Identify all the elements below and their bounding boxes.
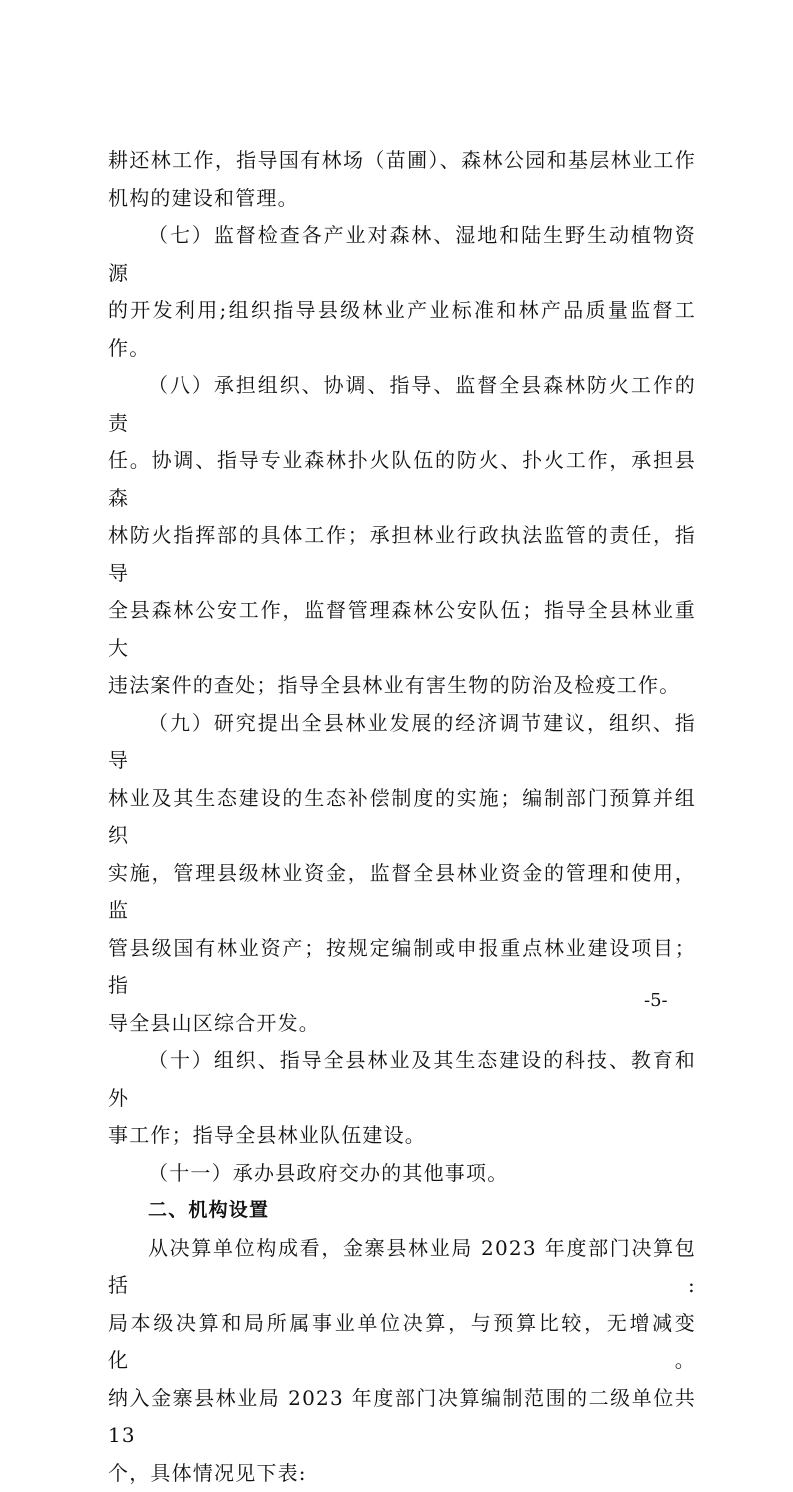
paragraph-item-8-line: 林防火指挥部的具体工作；承担林业行政执法监管的责任，指导 [108, 517, 696, 592]
section-heading: 二、机构设置 [108, 1192, 696, 1230]
paragraph-structure: 从决算单位构成看，金寨县林业局 2023 年度部门决算包括: [108, 1230, 696, 1305]
paragraph-item-9-line: 实施，管理县级林业资金，监督全县林业资金的管理和使用，监 [108, 855, 696, 930]
paragraph-structure-end: 个，具体情况见下表: [108, 1455, 696, 1492]
paragraph-continuation: 耕还林工作，指导国有林场（苗圃）、森林公园和基层林业工作 [108, 142, 696, 180]
paragraph-structure-line: 局本级决算和局所属事业单位决算，与预算比较，无增减变化。 [108, 1305, 696, 1380]
paragraph-item-10-end: 事工作；指导全县林业队伍建设。 [108, 1117, 696, 1155]
paragraph-item-7-end: 的开发利用;组织指导县级林业产业标准和林产品质量监督工作。 [108, 292, 696, 367]
paragraph-item-7: （七）监督检查各产业对森林、湿地和陆生野生动植物资源 [108, 217, 696, 292]
paragraph-item-8-line: 任。协调、指导专业森林扑火队伍的防火、扑火工作，承担县森 [108, 442, 696, 517]
paragraph-item-8: （八）承担组织、协调、指导、监督全县森林防火工作的责 [108, 367, 696, 442]
page-number: -5- [644, 990, 668, 1011]
document-body [108, 142, 696, 1492]
paragraph-item-8-line: 全县森林公安工作，监督管理森林公安队伍；指导全县林业重大 [108, 592, 696, 667]
paragraph-item-10: （十）组织、指导全县林业及其生态建设的科技、教育和外 [108, 1042, 696, 1117]
paragraph-item-11: （十一）承办县政府交办的其他事项。 [108, 1155, 696, 1193]
paragraph-item-9-line: 管县级国有林业资产；按规定编制或申报重点林业建设项目；指 [108, 930, 696, 1005]
paragraph-item-9: （九）研究提出全县林业发展的经济调节建议，组织、指导 [108, 705, 696, 780]
paragraph-item-9-end: 导全县山区综合开发。 [108, 1005, 696, 1043]
paragraph-item-8-end: 违法案件的查处；指导全县林业有害生物的防治及检疫工作。 [108, 667, 696, 705]
paragraph-continuation-end: 机构的建设和管理。 [108, 180, 696, 218]
paragraph-structure-line: 纳入金寨县林业局 2023 年度部门决算编制范围的二级单位共 13 [108, 1380, 696, 1455]
paragraph-item-9-line: 林业及其生态建设的生态补偿制度的实施；编制部门预算并组织 [108, 780, 696, 855]
